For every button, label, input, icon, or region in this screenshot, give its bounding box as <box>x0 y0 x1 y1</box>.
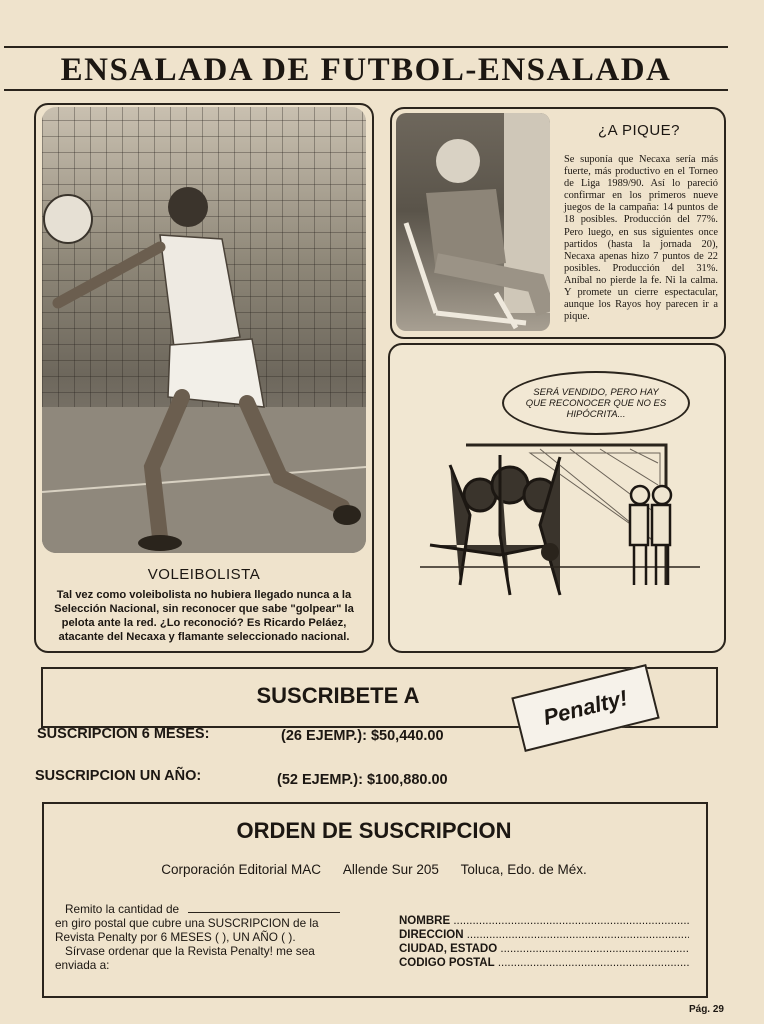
postal-code-field[interactable]: CODIGO POSTAL ..... <box>399 957 689 969</box>
order-city: Toluca, Edo. de Méx. <box>460 862 587 877</box>
apique-box <box>390 107 726 339</box>
order-line-5: enviada a: <box>55 958 110 972</box>
order-company: Corporación Editorial MAC <box>161 862 322 877</box>
six-months-price: (26 EJEMP.): $50,440.00 <box>281 728 444 744</box>
apique-article: Se suponía que Necaxa sería más fuerte, más productivo en el Torneo de Liga 1989/90. Así lo pareció confirmar en los primeros nueve juegos de la campaña: 14 puntos de 18 posibles. Producción del 77%. Pero luego, en sus siguientes once partidos (hasta la jornada 20), Necaxa apenas hizo 7 puntos de 22 posibles. Producción del 31%. Aníbal no pierde la fe. Ni la calma. Y promete un cierre espectacular, aunque los Rayos hoy parecen ir a pique. <box>564 154 718 323</box>
title-rule <box>4 89 728 91</box>
page-title: ENSALADA DE FUTBOL-ENSALADA <box>60 52 672 88</box>
address-field[interactable]: DIRECCION ..... <box>399 929 689 941</box>
order-address <box>44 862 704 877</box>
name-field[interactable]: NOMBRE ..... <box>399 915 689 927</box>
order-title: ORDEN DE SUSCRIPCION <box>236 818 512 843</box>
coach-photo <box>396 113 550 331</box>
voleibolista-box <box>34 103 374 653</box>
volleyball-player-photo <box>42 107 366 553</box>
order-text-line-1 <box>65 902 340 917</box>
penalty-logo-text: Penalty! <box>540 685 630 730</box>
player-figure-icon <box>42 107 366 553</box>
cartoon-box <box>388 343 726 653</box>
cartoon-drawing-icon <box>390 345 724 651</box>
apique-title: ¿A PIQUE? <box>598 122 681 139</box>
top-rule <box>4 46 728 48</box>
order-street: Allende Sur 205 <box>342 862 439 877</box>
order-line-1: Remito la cantidad de <box>65 902 180 916</box>
seated-coach-icon <box>396 113 550 331</box>
one-year-label: SUSCRIPCION UN AÑO: <box>35 768 202 784</box>
one-year-price: (52 EJEMP.): $100,880.00 <box>277 772 448 788</box>
cartoon-speech-bubble: SERÁ VENDIDO, PERO HAY QUE RECONOCER QUE NO ES HIPÓCRITA... <box>502 371 690 435</box>
amount-blank[interactable] <box>188 912 340 913</box>
subscribe-heading: SUSCRIBETE A <box>256 683 420 708</box>
city-state-field[interactable]: CIUDAD, ESTADO ..... <box>399 943 689 955</box>
order-line-2: en giro postal que cubre una SUSCRIPCION de la <box>55 916 319 930</box>
order-line-4: Sírvase ordenar que la Revista Penalty! me sea <box>65 944 315 958</box>
order-line-3: Revista Penalty por 6 MESES ( ), UN AÑO ( ). <box>55 930 296 944</box>
voleibolista-title: VOLEIBOLISTA <box>147 566 261 583</box>
six-months-label: SUSCRIPCION 6 MESES: <box>37 726 210 742</box>
voleibolista-caption: Tal vez como voleibolista no hubiera llegado nunca a la Selección Nacional, sin reconocer que sabe "golpear" la pelota ante la red. ¿Lo reconoció? Es Ricardo Peláez, atacante del Necaxa y flamante seleccionado nacional. <box>54 589 354 643</box>
page-number: Pág. 29 <box>688 1004 724 1015</box>
